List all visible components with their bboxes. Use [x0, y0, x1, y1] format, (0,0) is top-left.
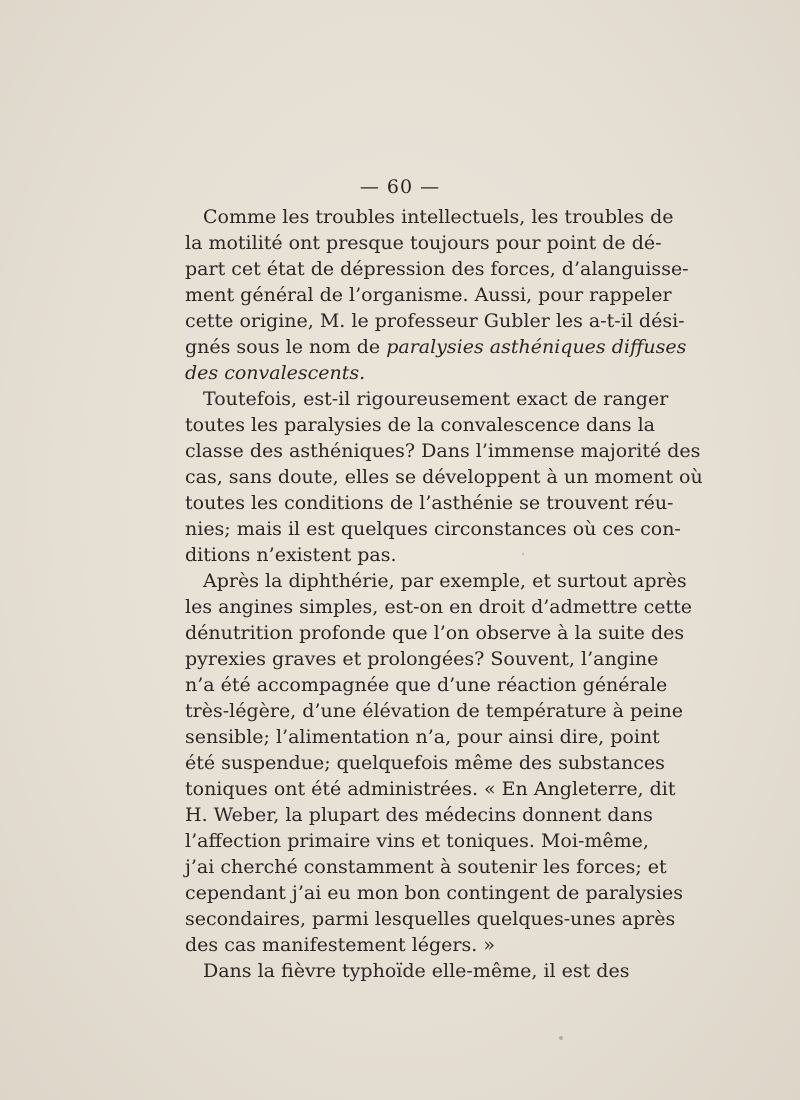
- line-text: sensible; l’alimentation n’a, pour ainsi dire, point: [185, 726, 660, 748]
- text-line: [185, 724, 660, 750]
- line-text: toniques ont été administrées. « En Angleterre, dit: [185, 778, 676, 800]
- line-text: Toutefois, est-il rigoureusement exact de ranger: [203, 388, 669, 410]
- italic-term: paralysies asthéniques diffuses: [386, 336, 687, 358]
- line-text: nies; mais il est quelques circonstances où ces con-: [185, 518, 681, 540]
- line-text: toutes les conditions de l’asthénie se trouvent réu-: [185, 492, 674, 514]
- line-text: Dans la fièvre typhoïde elle-même, il est des: [203, 960, 630, 982]
- text-line: [185, 230, 662, 256]
- line-text: l’affection primaire vins et toniques. Moi-même,: [185, 830, 649, 852]
- body-text: [185, 204, 703, 984]
- line-text: n’a été accompagnée que d’une réaction générale: [185, 674, 668, 696]
- text-line: [185, 828, 649, 854]
- italic-term: des convalescents.: [185, 362, 366, 384]
- text-line: [185, 490, 674, 516]
- line-text: H. Weber, la plupart des médecins donnent dans: [185, 804, 653, 826]
- text-line: [185, 906, 676, 932]
- text-line: [185, 750, 665, 776]
- text-line: [185, 360, 625, 386]
- text-line: [185, 776, 676, 802]
- text-line: [185, 646, 659, 672]
- text-line: [185, 880, 683, 906]
- line-text: cas, sans doute, elles se développent à un moment où: [185, 466, 703, 488]
- page-number: — 60 —: [359, 176, 441, 198]
- text-line: [185, 594, 693, 620]
- text-line: [185, 204, 674, 230]
- line-text: secondaires, parmi lesquelles quelques-unes après: [185, 908, 676, 930]
- line-text: j’ai cherché constamment à soutenir les forces; et: [185, 856, 667, 878]
- line-text: toutes les paralysies de la convalescence dans la: [185, 414, 655, 436]
- text-line: [185, 542, 625, 568]
- text-line: [185, 672, 668, 698]
- text-line: [185, 854, 667, 880]
- line-text: cette origine, M. le professeur Gubler les a-t-il dési-: [185, 310, 685, 332]
- line-text: les angines simples, est-on en droit d’admettre cette: [185, 596, 693, 618]
- line-text: très-légère, d’une élévation de température à peine: [185, 700, 684, 722]
- line-text: la motilité ont presque toujours pour point de dé-: [185, 232, 662, 254]
- line-text: gnés sous le nom de: [185, 336, 387, 358]
- text-line: [185, 386, 669, 412]
- text-line: [185, 932, 625, 958]
- line-text: ment général de l’organisme. Aussi, pour rappeler: [185, 284, 672, 306]
- text-line: [185, 308, 685, 334]
- text-line: [185, 568, 687, 594]
- text-line: [185, 802, 653, 828]
- line-text: dénutrition profonde que l’on observe à la suite des: [185, 622, 685, 644]
- line-text: pyrexies graves et prolongées? Souvent, l’angine: [185, 648, 659, 670]
- text-line: [185, 438, 701, 464]
- text-line: [185, 516, 681, 542]
- text-line: [185, 282, 672, 308]
- line-text: ditions n’existent pas.: [185, 544, 397, 566]
- line-text: des cas manifestement légers. »: [185, 934, 495, 956]
- text-line: [185, 334, 687, 360]
- text-line: [185, 958, 630, 984]
- text-line: [185, 698, 684, 724]
- text-line: [185, 464, 703, 490]
- text-line: [185, 620, 685, 646]
- text-line: [185, 256, 689, 282]
- line-text: classe des asthéniques? Dans l’immense majorité des: [185, 440, 701, 462]
- paper-speck: [559, 1036, 563, 1040]
- line-text: cependant j’ai eu mon bon contingent de paralysies: [185, 882, 683, 904]
- line-text: été suspendue; quelquefois même des substances: [185, 752, 665, 774]
- line-text: Comme les troubles intellectuels, les troubles de: [203, 206, 674, 228]
- text-line: [185, 412, 655, 438]
- line-text: Après la diphthérie, par exemple, et surtout après: [203, 570, 687, 592]
- paper-speck: [522, 553, 524, 555]
- line-text: part cet état de dépression des forces, d’alanguisse-: [185, 258, 689, 280]
